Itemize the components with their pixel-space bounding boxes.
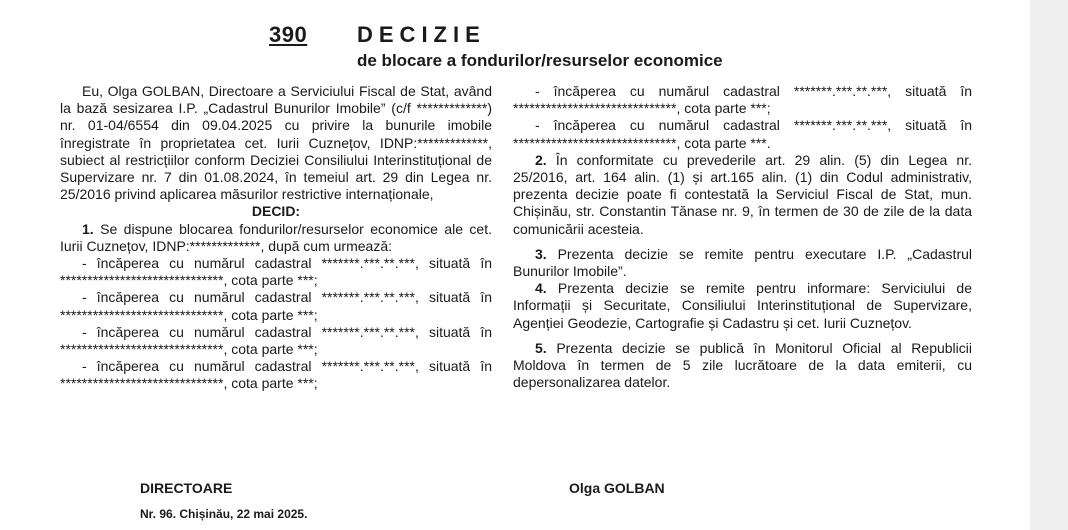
- list-item: - încăperea cu numărul cadastral *******.***.**.***, situată în ******************************, cota parte ***.: [513, 117, 972, 151]
- paragraph-3-text: Prezenta decizie se remite pentru executare I.P. „Cadastrul Bunurilor Imobile”.: [513, 245, 972, 280]
- paragraph-5-text: Prezenta decizie se publică în Monitorul Oficial al Republicii Moldova în termen de 5 zile lucrătoare de la data emiterii, cu depersonalizarea datelor.: [513, 339, 972, 391]
- list-item: - încăperea cu numărul cadastral *******.***.**.***, situată în ******************************, cota parte ***;: [513, 83, 972, 117]
- paragraph-1: [60, 221, 492, 255]
- paragraph-5-number: 5.: [535, 339, 547, 356]
- paragraph-3-number: 3.: [535, 245, 547, 262]
- left-column: [60, 83, 492, 393]
- signature-name: Olga GOLBAN: [569, 480, 665, 496]
- list-item: - încăperea cu numărul cadastral *******.***.**.***, situată în ******************************, cota parte ***;: [60, 323, 492, 358]
- right-column: [513, 83, 972, 391]
- signature-role: DIRECTOARE: [140, 480, 233, 496]
- paragraph-2: [513, 152, 972, 238]
- decision-number: 390: [269, 22, 308, 47]
- paragraph-4-text: Prezenta decizie se remite pentru informare: Serviciului de Informații și Securitate, Consiliului Interinstituțional de Supervizare, Agenției Geodezie, Cartografie și Cadastru și cet. Iurii Cuznețov.: [513, 280, 972, 331]
- list-item: - încăperea cu numărul cadastral *******.***.**.***, situată în ******************************, cota parte ***;: [60, 289, 492, 323]
- paragraph-5: [513, 340, 972, 392]
- paragraph-1-number: 1.: [82, 220, 94, 237]
- paragraph-2-number: 2.: [535, 151, 547, 168]
- list-item: - încăperea cu numărul cadastral *******.***.**.***, situată în ******************************, cota parte ***;: [60, 358, 492, 392]
- page-edge: [1030, 0, 1068, 530]
- document-subtitle: de blocare a fondurilor/resurselor economice: [357, 51, 723, 70]
- paragraph-3: [513, 246, 972, 280]
- paragraph-4-number: 4.: [535, 280, 547, 297]
- paragraph-4: [513, 280, 972, 332]
- paragraph-2-text: În conformitate cu prevederile art. 29 alin. (5) din Legea nr. 25/2016, art. 164 alin. (1) și art.165 alin. (1) din Codul administrativ, prezenta decizie poate fi contestată la Serviciul Fiscal de Stat, mun. Chișinău, str. Constantin Tănase nr. 9, în termen de 30 de zile de la data comunicării acesteia.: [513, 151, 972, 237]
- list-item: - încăperea cu numărul cadastral *******.***.**.***, situată în ******************************, cota parte ***;: [60, 255, 492, 289]
- paragraph-1-text: Se dispune blocarea fondurilor/resurselor economice ale cet. Iurii Cuznețov, IDNP:*************, după cum urmează:: [60, 220, 492, 254]
- footer-reference: Nr. 96. Chișinău, 22 mai 2025.: [140, 507, 308, 521]
- decid-heading: DECID:: [251, 203, 301, 220]
- document-title: DECIZIE: [357, 22, 486, 47]
- intro-paragraph: Eu, Olga GOLBAN, Directoare a Serviciului Fiscal de Stat, având la bază sesizarea I.P. „Cadastrul Bunurilor Imobile” (c/f *************) nr. 01-04/6554 din 09.04.2025 cu privire la bunurile imobile înregistrate în proprietatea cet. Iurii Cuznețov, IDNP:*************, subiect al restricțiilor conform Deciziei Consiliului Interinstituțional de Supervizare nr. 7 din 01.08.2024, în temeiul art. 29 din Legea nr. 25/2016 privind aplicarea măsurilor restrictive internaționale,: [60, 83, 492, 203]
